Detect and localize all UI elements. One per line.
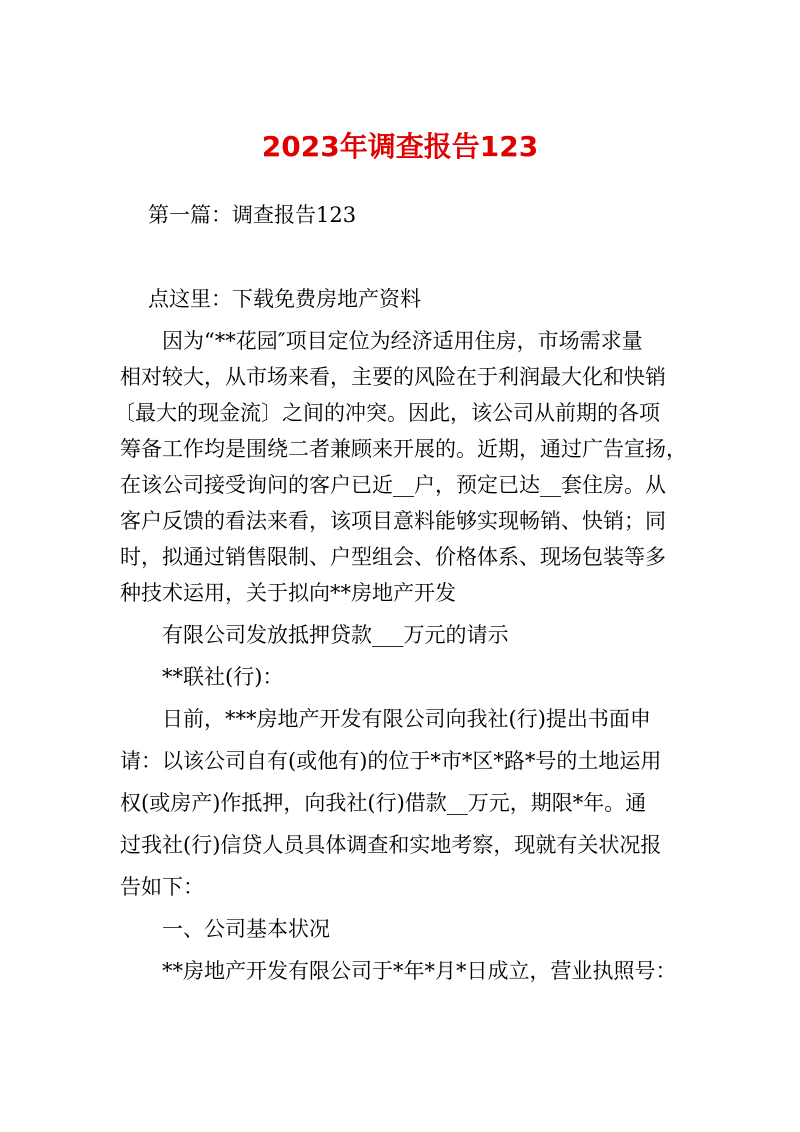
text-line: 因为“**花园″项目定位为经济适用住房，市场需求量 bbox=[162, 329, 643, 353]
text-line: 请：以该公司自有(或他有)的位于*市*区*路*号的土地运用 bbox=[120, 749, 662, 773]
text-line: 日前，***房地产开发有限公司向我社(行)提出书面申 bbox=[162, 707, 651, 731]
text-line: 相对较大，从市场来看，主要的风险在于利润最大化和快销 bbox=[120, 365, 666, 389]
download-link[interactable]: 点这里：下载免费房地产资料 bbox=[148, 287, 421, 311]
chapter-heading: 第一篇：调查报告123 bbox=[148, 203, 357, 227]
section-heading: 一、公司基本状况 bbox=[162, 917, 330, 941]
text-line: 客户反馈的看法来看，该项目意料能够实现畅销、快销；同 bbox=[120, 509, 666, 533]
document-title: 2023年调查报告123 bbox=[261, 130, 539, 163]
text-line: 告如下： bbox=[120, 875, 204, 899]
addressee: **联社(行)： bbox=[162, 665, 284, 689]
text-line: 在该公司接受询问的客户已近__户，预定已达__套住房。从 bbox=[120, 473, 666, 497]
text-line: 时，拟通过销售限制、户型组会、价格体系、现场包装等多 bbox=[120, 545, 666, 569]
text-line: 种技术运用，关于拟向**房地产开发 bbox=[120, 581, 456, 605]
text-line: 权(或房产)作抵押，向我社(行)借款__万元，期限*年。通 bbox=[120, 791, 647, 815]
request-title-line: 有限公司发放抵押贷款___万元的请示 bbox=[162, 623, 509, 647]
text-line: 筹备工作均是围绕二者兼顾来开展的。近期，通过广告宣扬， bbox=[120, 437, 687, 461]
company-paragraph: **房地产开发有限公司于*年*月*日成立，营业执照号： bbox=[162, 959, 677, 983]
text-line: 过我社(行)信贷人员具体调查和实地考察，现就有关状况报 bbox=[120, 833, 662, 857]
text-line: 〔最大的现金流〕之间的冲突。因此，该公司从前期的各项 bbox=[114, 401, 660, 425]
